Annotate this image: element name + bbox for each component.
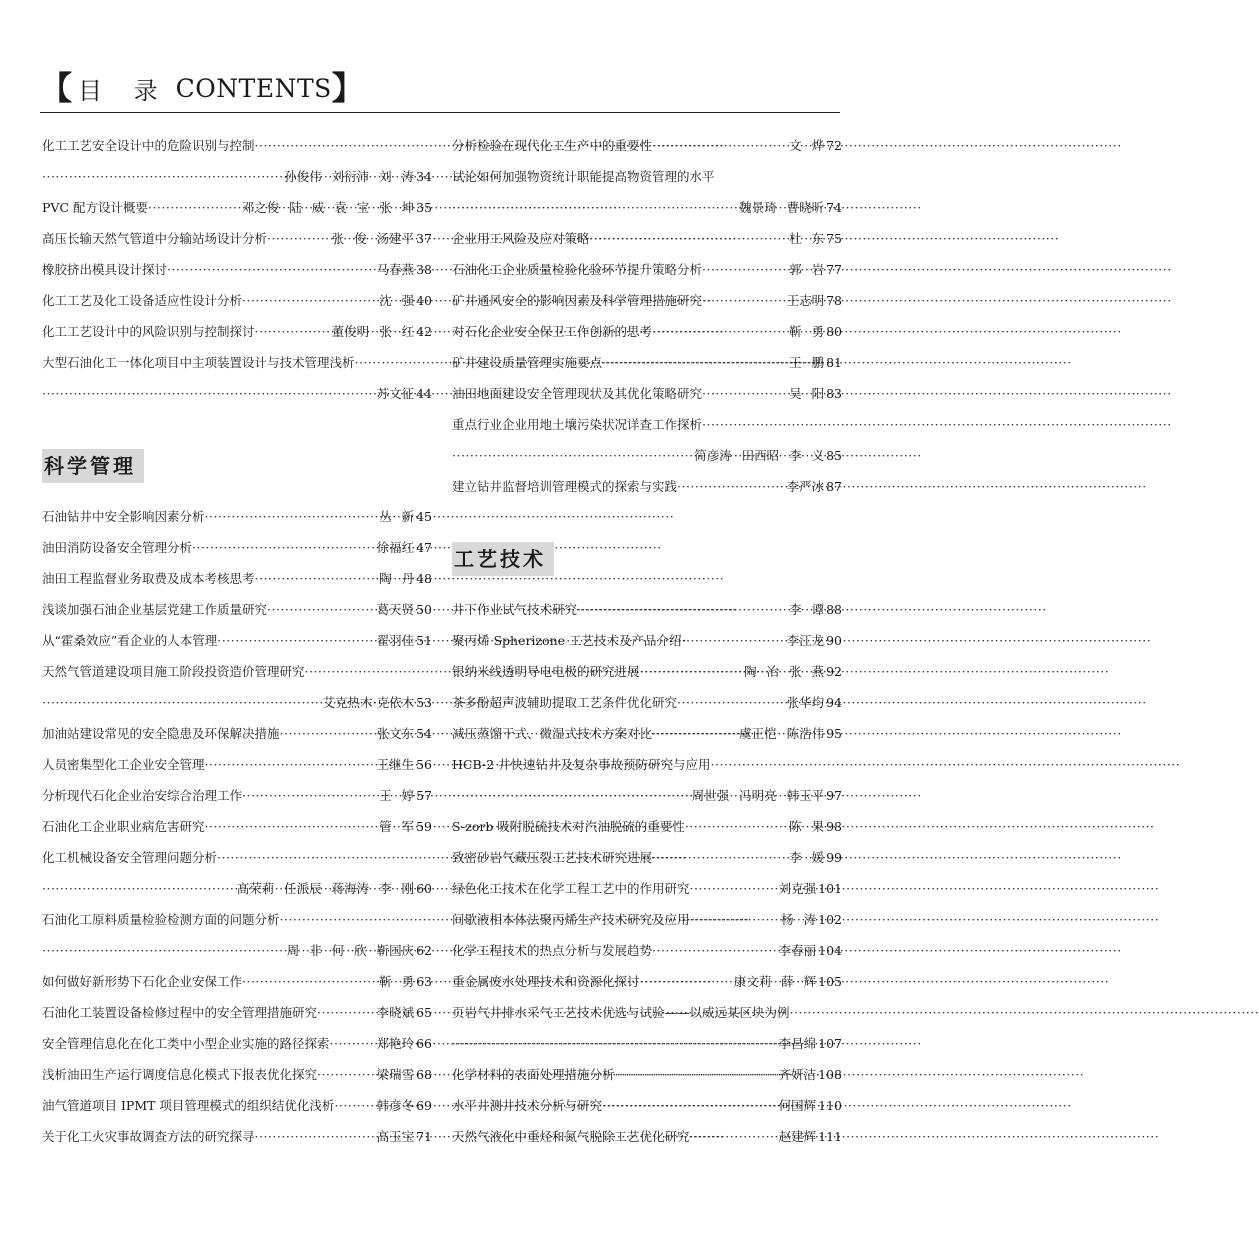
entry-authors: 管 军 xyxy=(379,819,415,834)
entry-page-number: 47 xyxy=(416,540,432,555)
toc-entry[interactable] xyxy=(42,316,432,347)
entry-page-number: 37 xyxy=(416,231,432,246)
entry-title: 天然气管道建设项目施工阶段投资造价管理研究 xyxy=(42,664,305,679)
entry-title: 茶多酚超声波辅助提取工艺条件优化研究 xyxy=(452,695,678,710)
entry-title: 石油化工企业质量检验化验环节提升策略分析 xyxy=(452,262,703,277)
toc-entry[interactable] xyxy=(452,440,842,471)
entry-title: 加油站建设常见的安全隐患及环保解决措施 xyxy=(42,726,280,741)
toc-entry[interactable] xyxy=(42,718,432,749)
dot-leader xyxy=(317,1059,373,1090)
entry-page-number: 80 xyxy=(826,324,842,339)
dot-leader xyxy=(255,1121,373,1152)
entry-authors: 徐福红 xyxy=(376,540,415,555)
entry-title: 浅析油田生产运行调度信息化模式下报表优化探究 xyxy=(42,1067,318,1082)
dot-leader xyxy=(452,1028,775,1059)
toc-entry[interactable] xyxy=(42,161,432,192)
entry-title: 致密砂岩气藏压裂工艺技术研究进展 xyxy=(452,850,653,865)
entry-title: 化学工程技术的热点分析与发展趋势 xyxy=(452,943,653,958)
toc-entry[interactable] xyxy=(452,378,842,409)
entry-page-number: 83 xyxy=(826,386,842,401)
dot-leader xyxy=(355,347,426,378)
entry-title: 化工机械设备安全管理问题分析 xyxy=(42,850,218,865)
toc-title-english: CONTENTS xyxy=(175,73,332,103)
entry-page-number: 69 xyxy=(416,1098,432,1113)
entry-title: 聚丙烯 Spherizone 工艺技术及产品介绍 xyxy=(452,633,682,648)
section-heading xyxy=(42,409,432,501)
toc-entry[interactable] xyxy=(452,842,842,873)
dot-leader xyxy=(217,842,426,873)
entry-authors: 李春丽 xyxy=(778,943,817,958)
toc-entry[interactable] xyxy=(42,935,432,966)
toc-entry[interactable] xyxy=(42,563,432,594)
entry-authors: 杨 涛 xyxy=(781,912,817,927)
dot-leader xyxy=(267,223,328,254)
entry-page-number: 40 xyxy=(416,293,432,308)
entry-page-number: 51 xyxy=(416,633,432,648)
dot-leader xyxy=(702,285,783,316)
entry-authors: 梁瑞雪 xyxy=(376,1067,415,1082)
entry-page-number: 44 xyxy=(416,386,432,401)
entry-authors: 王 鹏 xyxy=(789,355,825,370)
entry-page-number: 92 xyxy=(826,664,842,679)
entry-page-number xyxy=(430,347,432,378)
entry-page-number: 54 xyxy=(416,726,432,741)
toc-entry[interactable] xyxy=(452,285,842,316)
toc-entry[interactable] xyxy=(452,1059,842,1090)
entry-authors: 张文东 xyxy=(376,726,415,741)
entry-authors: 邓之俊 陆 威 袁 宝 张 坤 xyxy=(241,200,415,215)
dot-leader xyxy=(255,130,426,161)
entry-authors: 陶 丹 xyxy=(379,571,415,586)
dot-leader xyxy=(615,1059,775,1090)
entry-page-number: 65 xyxy=(416,1005,432,1020)
dot-leader xyxy=(590,223,786,254)
entry-page-number: 68 xyxy=(416,1067,432,1082)
toc-entry[interactable] xyxy=(42,347,432,378)
entry-authors: 陈 果 xyxy=(789,819,825,834)
dot-leader xyxy=(652,842,785,873)
toc-entry[interactable] xyxy=(42,378,432,409)
dot-leader xyxy=(242,285,375,316)
toc-entry[interactable] xyxy=(452,687,842,718)
toc-entry[interactable] xyxy=(452,904,842,935)
entry-page-number: 48 xyxy=(416,571,432,586)
dot-leader xyxy=(167,254,373,285)
entry-title: 如何做好新形势下石化企业安保工作 xyxy=(42,974,243,989)
entry-title: 建立钻井监督培训管理模式的探索与实践 xyxy=(452,479,678,494)
entry-authors: 韩彦冬 xyxy=(376,1098,415,1113)
entry-authors: 魏景琦 曹晓昕 xyxy=(739,200,825,215)
entry-page-number: 77 xyxy=(826,262,842,277)
entry-title: HCB-2 井快速钻井及复杂事故预防研究与应用 xyxy=(452,757,711,772)
entry-title: 矿井通风安全的影响因素及科学管理措施研究 xyxy=(452,293,703,308)
entry-page-number xyxy=(430,904,432,935)
toc-entry[interactable] xyxy=(452,749,842,780)
dot-leader xyxy=(677,687,783,718)
dot-leader xyxy=(702,409,836,440)
entry-authors: 文 烨 xyxy=(789,138,825,153)
entry-authors: 马春燕 xyxy=(376,262,415,277)
entry-page-number: 85 xyxy=(826,448,842,463)
entry-authors: 高荣莉 任派辰 蒋海涛 李 刚 xyxy=(236,881,415,896)
entry-authors: 高玉宝 xyxy=(376,1129,415,1144)
toc-entry[interactable] xyxy=(452,192,842,223)
entry-title: 浅谈加强石油企业基层党建工作质量研究 xyxy=(42,602,268,617)
entry-authors: 苏文征 xyxy=(376,386,415,401)
dot-leader xyxy=(711,749,836,780)
dot-leader xyxy=(192,532,373,563)
entry-title: 井下作业试气技术研究 xyxy=(452,602,578,617)
entry-title: 油田消防设备安全管理分析 xyxy=(42,540,193,555)
entry-title: 对石化企业安全保卫工作创新的思考 xyxy=(452,324,653,339)
entry-page-number: 94 xyxy=(826,695,842,710)
entry-page-number: 104 xyxy=(818,943,842,958)
dot-leader xyxy=(242,780,375,811)
entry-title: 重金属废水处理技术和资源化探讨 xyxy=(452,974,640,989)
entry-page-number: 63 xyxy=(416,974,432,989)
toc-right-column xyxy=(452,130,842,1152)
section-title: 科学管理 xyxy=(42,449,144,483)
dot-leader xyxy=(255,563,376,594)
dot-leader xyxy=(452,192,735,223)
toc-entry[interactable] xyxy=(452,254,842,285)
entry-title: 油田工程监督业务取费及成本考核思考 xyxy=(42,571,255,586)
toc-entry[interactable] xyxy=(452,316,842,347)
dot-leader xyxy=(452,440,690,471)
toc-entry[interactable] xyxy=(452,1121,842,1152)
dot-leader xyxy=(577,594,785,625)
entry-title: 化工工艺安全设计中的危险识别与控制 xyxy=(42,138,255,153)
entry-page-number: 105 xyxy=(818,974,842,989)
entry-title: PVC 配方设计概要 xyxy=(42,200,148,215)
toc-entry[interactable] xyxy=(452,780,842,811)
dot-leader xyxy=(42,161,280,192)
entry-title: 油气管道项目 IPMT 项目管理模式的组织结优化浅析 xyxy=(42,1098,335,1113)
entry-page-number: 108 xyxy=(818,1067,842,1082)
dot-leader xyxy=(148,192,238,223)
entry-authors: 李严冰 xyxy=(786,479,825,494)
entry-title: 分析检验在现代化工生产中的重要性 xyxy=(452,138,653,153)
entry-title: 重点行业企业用地土壤污染状况详查工作探析 xyxy=(452,417,703,432)
entry-title: 水平井测井技术分析与研究 xyxy=(452,1098,603,1113)
toc-entry[interactable] xyxy=(42,1121,432,1152)
dot-leader xyxy=(42,873,233,904)
dot-leader xyxy=(334,1090,372,1121)
entry-page-number xyxy=(430,656,432,687)
dot-leader xyxy=(217,625,372,656)
toc-title-chinese: 目 录 xyxy=(78,76,170,105)
entry-title: 页岩气井排水采气工艺技术优选与试验——以威远某区块为例 xyxy=(452,1005,790,1020)
entry-title: S-zorb 吸附脱硫技术对汽油脱硫的重要性 xyxy=(452,819,685,834)
toc-entry[interactable] xyxy=(42,966,432,997)
entry-authors: 郑艳玲 xyxy=(376,1036,415,1051)
toc-entry[interactable] xyxy=(42,904,432,935)
entry-title: 企业用工风险及应对策略 xyxy=(452,231,590,246)
dot-leader xyxy=(690,1121,775,1152)
entry-title: 石油化工企业职业病危害研究 xyxy=(42,819,205,834)
entry-authors: 孙俊伟 刘衍沛 刘 涛 xyxy=(284,169,415,184)
entry-authors: 沈 强 xyxy=(379,293,415,308)
entry-authors: 李晓斌 xyxy=(376,1005,415,1020)
entry-page-number: 78 xyxy=(826,293,842,308)
entry-page-number: 59 xyxy=(416,819,432,834)
entry-page-number: 101 xyxy=(818,881,842,896)
entry-page-number: 81 xyxy=(826,355,842,370)
entry-authors: 王继生 xyxy=(376,757,415,772)
dot-leader xyxy=(205,501,376,532)
toc-entry[interactable] xyxy=(42,873,432,904)
entry-page-number: 35 xyxy=(416,200,432,215)
entry-title: 化学材料的表面处理措施分析 xyxy=(452,1067,615,1082)
header-bracket-close: 】 xyxy=(331,69,364,107)
entry-authors: 董俊明 张 红 xyxy=(331,324,415,339)
entry-authors: 周世强 冯明亮 韩玉平 xyxy=(691,788,825,803)
dot-leader xyxy=(280,904,426,935)
toc-entry[interactable] xyxy=(452,935,842,966)
entry-page-number: 97 xyxy=(826,788,842,803)
toc-entry[interactable] xyxy=(452,130,842,161)
entry-page-number: 87 xyxy=(826,479,842,494)
entry-page-number xyxy=(719,161,721,192)
entry-page-number xyxy=(840,409,842,440)
entry-title: 绿色化工技术在化学工程工艺中的作用研究 xyxy=(452,881,690,896)
toc-entry[interactable] xyxy=(452,625,842,656)
entry-page-number: 50 xyxy=(416,602,432,617)
entry-title: 间歇液相本体法聚丙烯生产技术研究及应用 xyxy=(452,912,690,927)
dot-leader xyxy=(690,873,775,904)
entry-page-number: 42 xyxy=(416,324,432,339)
dot-leader xyxy=(330,1028,373,1059)
dot-leader xyxy=(640,966,730,997)
entry-page-number: 90 xyxy=(826,633,842,648)
entry-authors: 王志明 xyxy=(786,293,825,308)
entry-page-number: 95 xyxy=(826,726,842,741)
toc-entry[interactable] xyxy=(452,594,842,625)
toc-entry[interactable] xyxy=(42,501,432,532)
entry-title: 矿井建设质量管理实施要点 xyxy=(452,355,603,370)
dot-leader xyxy=(242,966,375,997)
dot-leader xyxy=(640,656,741,687)
entry-title: 人员密集型化工企业安全管理 xyxy=(42,757,205,772)
toc-entry[interactable] xyxy=(42,625,432,656)
dot-leader xyxy=(305,656,426,687)
dot-leader xyxy=(690,904,778,935)
dot-leader xyxy=(652,316,785,347)
entry-title: 化工工艺及化工设备适应性设计分析 xyxy=(42,293,243,308)
entry-title: 石油化工装置设备检修过程中的安全管理措施研究 xyxy=(42,1005,318,1020)
entry-page-number: 66 xyxy=(416,1036,432,1051)
dot-leader xyxy=(682,625,783,656)
toc-left-column xyxy=(42,130,432,1152)
toc-entry[interactable] xyxy=(42,997,432,1028)
entry-page-number xyxy=(840,749,842,780)
toc-entry[interactable] xyxy=(42,1028,432,1059)
toc-entry[interactable] xyxy=(42,1059,432,1090)
entry-authors: 丛 新 xyxy=(379,509,415,524)
dot-leader xyxy=(280,718,373,749)
entry-page-number: 88 xyxy=(826,602,842,617)
entry-page-number: 60 xyxy=(416,881,432,896)
entry-authors: 靳 勇 xyxy=(379,974,415,989)
entry-authors: 康文莉 薛 辉 xyxy=(733,974,817,989)
entry-title: 安全管理信息化在化工类中小型企业实施的路径探索 xyxy=(42,1036,330,1051)
toc-header xyxy=(40,68,364,108)
dot-leader xyxy=(702,378,785,409)
entry-page-number: 53 xyxy=(416,695,432,710)
entry-page-number: 71 xyxy=(416,1129,432,1144)
entry-page-number: 34 xyxy=(416,169,432,184)
dot-leader xyxy=(602,1090,775,1121)
entry-title: 高压长输天然气管道中分输站场设计分析 xyxy=(42,231,268,246)
toc-entry[interactable] xyxy=(42,811,432,842)
toc-entry[interactable] xyxy=(452,347,842,378)
entry-title: 银纳米线透明导电电极的研究进展 xyxy=(452,664,640,679)
entry-page-number xyxy=(430,842,432,873)
entry-authors: 齐妍洁 xyxy=(778,1067,817,1082)
entry-authors: 靳 勇 xyxy=(789,324,825,339)
toc-entry[interactable] xyxy=(42,780,432,811)
entry-title: 油田地面建设安全管理现状及其优化策略研究 xyxy=(452,386,703,401)
toc-entry[interactable] xyxy=(452,997,842,1028)
entry-authors: 陶 冶 张 燕 xyxy=(744,664,825,679)
entry-page-number: 111 xyxy=(818,1129,842,1144)
entry-authors: 周 非 何 欣 靳国庆 xyxy=(286,943,415,958)
entry-page-number xyxy=(430,130,432,161)
entry-page-number: 45 xyxy=(416,509,432,524)
dot-leader xyxy=(602,347,785,378)
toc-entry[interactable] xyxy=(452,471,842,502)
toc-entry[interactable] xyxy=(452,873,842,904)
entry-page-number: 38 xyxy=(416,262,432,277)
entry-authors: 郭 岩 xyxy=(789,262,825,277)
entry-title: 试论如何加强物资统计职能提高物资管理的水平 xyxy=(452,169,715,184)
dot-leader xyxy=(255,316,328,347)
header-rule xyxy=(40,112,840,113)
entry-title: 石油化工原料质量检验检测方面的问题分析 xyxy=(42,912,280,927)
toc-entry[interactable] xyxy=(452,1090,842,1121)
dot-leader xyxy=(652,935,775,966)
entry-authors: 李 谭 xyxy=(789,602,825,617)
section-heading xyxy=(452,502,842,594)
dot-leader xyxy=(677,471,783,502)
toc-entry[interactable] xyxy=(42,594,432,625)
toc-entry[interactable] xyxy=(452,811,842,842)
dot-leader xyxy=(702,254,785,285)
dot-leader xyxy=(42,687,319,718)
toc-entry[interactable] xyxy=(452,966,842,997)
entry-authors: 吴 阳 xyxy=(789,386,825,401)
section-title: 工艺技术 xyxy=(452,542,554,576)
dot-leader xyxy=(267,594,373,625)
dot-leader xyxy=(685,811,785,842)
entry-title: 石油钻井中安全影响因素分析 xyxy=(42,509,205,524)
entry-page-number: 72 xyxy=(826,138,842,153)
entry-authors: 张 俊 汤建平 xyxy=(331,231,415,246)
dot-leader xyxy=(790,997,836,1028)
entry-authors: 李江龙 xyxy=(786,633,825,648)
dot-leader xyxy=(205,749,373,780)
toc-entry[interactable] xyxy=(42,1090,432,1121)
entry-authors: 葛天贤 xyxy=(376,602,415,617)
entry-authors: 赵建辉 xyxy=(778,1129,817,1144)
toc-entry[interactable] xyxy=(42,192,432,223)
toc-entry[interactable] xyxy=(42,285,432,316)
entry-authors: 简彦涛 田西昭 李 义 xyxy=(694,448,825,463)
toc-entry[interactable] xyxy=(452,223,842,254)
entry-page-number: 75 xyxy=(826,231,842,246)
entry-authors: 张华均 xyxy=(786,695,825,710)
entry-title: 关于化工火灾事故调查方法的研究探寻 xyxy=(42,1129,255,1144)
dot-leader xyxy=(42,378,373,409)
entry-page-number: 102 xyxy=(818,912,842,927)
entry-authors: 王 婷 xyxy=(379,788,415,803)
toc-entry[interactable] xyxy=(42,223,432,254)
entry-title: 大型石油化工一体化项目中主项装置设计与技术管理浅析 xyxy=(42,355,355,370)
entry-title: 天然气液化中重烃和氮气脱除工艺优化研究 xyxy=(452,1129,690,1144)
entry-page-number: 99 xyxy=(826,850,842,865)
entry-authors: 刘克强 xyxy=(778,881,817,896)
dot-leader xyxy=(205,811,376,842)
entry-authors: 虞正恺 陈浩伟 xyxy=(739,726,825,741)
entry-authors: 杜 东 xyxy=(789,231,825,246)
toc-entry[interactable] xyxy=(42,254,432,285)
dot-leader xyxy=(317,997,373,1028)
entry-title: 从“霍桑效应”看企业的人本管理 xyxy=(42,633,218,648)
entry-title: 橡胶挤出模具设计探讨 xyxy=(42,262,168,277)
entry-authors: 艾克热木·克依木 xyxy=(322,695,415,710)
toc-entry[interactable] xyxy=(452,718,842,749)
dot-leader xyxy=(652,718,735,749)
entry-page-number: 57 xyxy=(416,788,432,803)
toc-entry[interactable] xyxy=(452,1028,842,1059)
entry-title: 化工工艺设计中的风险识别与控制探讨 xyxy=(42,324,255,339)
entry-page-number: 74 xyxy=(826,200,842,215)
entry-page-number: 110 xyxy=(818,1098,842,1113)
entry-page-number: 62 xyxy=(416,943,432,958)
entry-page-number: 98 xyxy=(826,819,842,834)
toc-entry[interactable] xyxy=(452,409,842,440)
toc-entry[interactable] xyxy=(42,130,432,161)
entry-page-number: 107 xyxy=(818,1036,842,1051)
toc-entry[interactable] xyxy=(42,687,432,718)
toc-entry[interactable] xyxy=(42,749,432,780)
entry-authors: 李 媛 xyxy=(789,850,825,865)
toc-entry[interactable] xyxy=(452,161,842,192)
toc-entry[interactable] xyxy=(42,532,432,563)
toc-entry[interactable] xyxy=(42,656,432,687)
entry-authors: 翟羽佳 xyxy=(376,633,415,648)
dot-leader xyxy=(42,935,283,966)
toc-entry[interactable] xyxy=(452,656,842,687)
entry-page-number xyxy=(840,997,842,1028)
header-bracket-open: 【 xyxy=(40,69,73,107)
dot-leader xyxy=(452,780,688,811)
entry-page-number: 56 xyxy=(416,757,432,772)
dot-leader xyxy=(652,130,785,161)
entry-authors: 李昌绵 xyxy=(778,1036,817,1051)
entry-title: 分析现代石化企业治安综合治理工作 xyxy=(42,788,243,803)
entry-title: 减压蒸馏干式、微湿式技术方案对比 xyxy=(452,726,653,741)
toc-entry[interactable] xyxy=(42,842,432,873)
entry-authors: 何国辉 xyxy=(778,1098,817,1113)
